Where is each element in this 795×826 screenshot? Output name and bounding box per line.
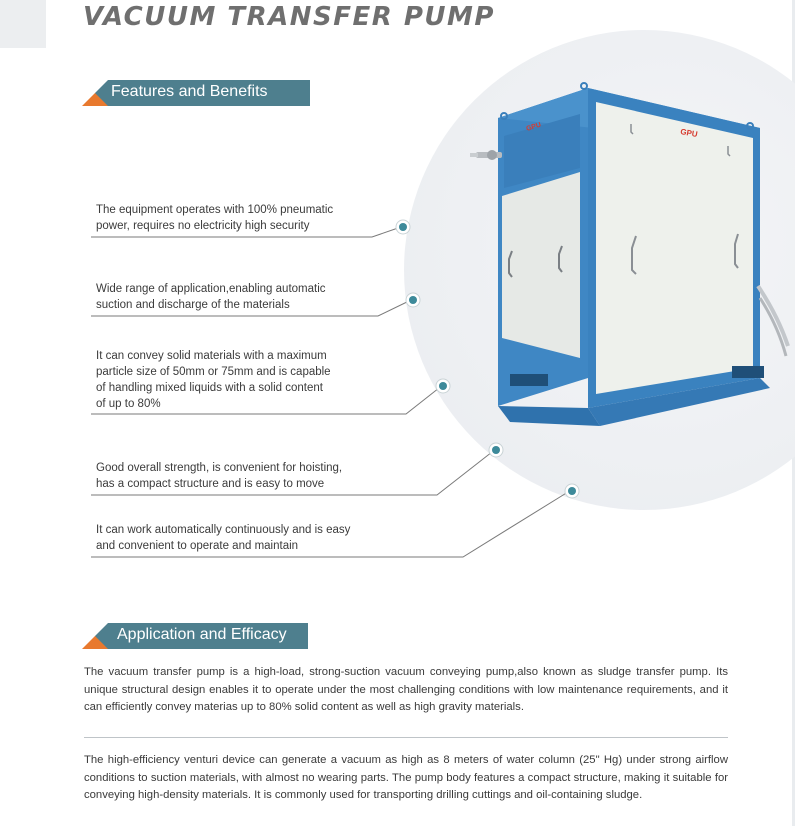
inlet-nozzle: [470, 153, 478, 157]
hose-1: [758, 286, 788, 346]
pump-side-door: [502, 172, 580, 358]
inlet-valve: [487, 150, 497, 160]
paragraph-divider: [84, 737, 728, 738]
feature-dot-4: [492, 446, 500, 454]
feature-dot-2: [409, 296, 417, 304]
header-accent-cut: [82, 623, 108, 649]
feature-dot-1: [399, 223, 407, 231]
fork-pocket-2: [732, 366, 764, 378]
lifting-lug-1: [581, 83, 587, 89]
page-title: VACUUM TRANSFER PUMP: [83, 2, 495, 32]
front-logo: GPU: [679, 127, 699, 139]
feature-item-4: Good overall strength, is convenient for hoisting, has a compact structure and is easy to move: [96, 462, 343, 490]
application-paragraph-1: The vacuum transfer pump is a high-load, strong-suction vacuum conveying pump,also known as sludge transfer pump. Its unique structural design enables it to operate under the most challenging conditions with low maintenance requirements, and it can efficiently convey materias up to 80% solid content as well as high gravity materials.: [84, 666, 728, 713]
section-title: Features and Benefits: [111, 83, 268, 100]
feature-dot-3: [439, 382, 447, 390]
feature-dot-5: [568, 487, 576, 495]
feature-item-2: Wide range of application,enabling automatic suction and discharge of the materials: [96, 283, 326, 311]
application-paragraph-2: The high-efficiency venturi device can generate a vacuum as high as 8 meters of water column (25" Hg) under strong airflow conditions to suction materials, with almost no wearing parts. The pump body features a compact structure, making it suitable for conveying high-density materials. It is commonly used for transporting drilling cuttings and oil-containing sludge.: [84, 754, 728, 801]
pump-front-panel: [596, 102, 753, 394]
base-skid-side: [498, 406, 600, 426]
feature-item-5: It can work automatically continuously and is easy and convenient to operate and maintain: [96, 524, 351, 552]
section-title: Application and Efficacy: [117, 626, 287, 643]
section-header-application: [82, 623, 308, 649]
pump-illustration: [470, 76, 795, 446]
feature-item-1: The equipment operates with 100% pneumatic power, requires no electricity high security: [96, 204, 334, 232]
feature-item-3: It can convey solid materials with a maximum particle size of 50mm or 75mm and is capable of handling mixed liquids with a solid content of up to 80%: [96, 350, 331, 410]
fork-pocket-1: [510, 374, 548, 386]
side-logo: GPU: [525, 121, 543, 133]
